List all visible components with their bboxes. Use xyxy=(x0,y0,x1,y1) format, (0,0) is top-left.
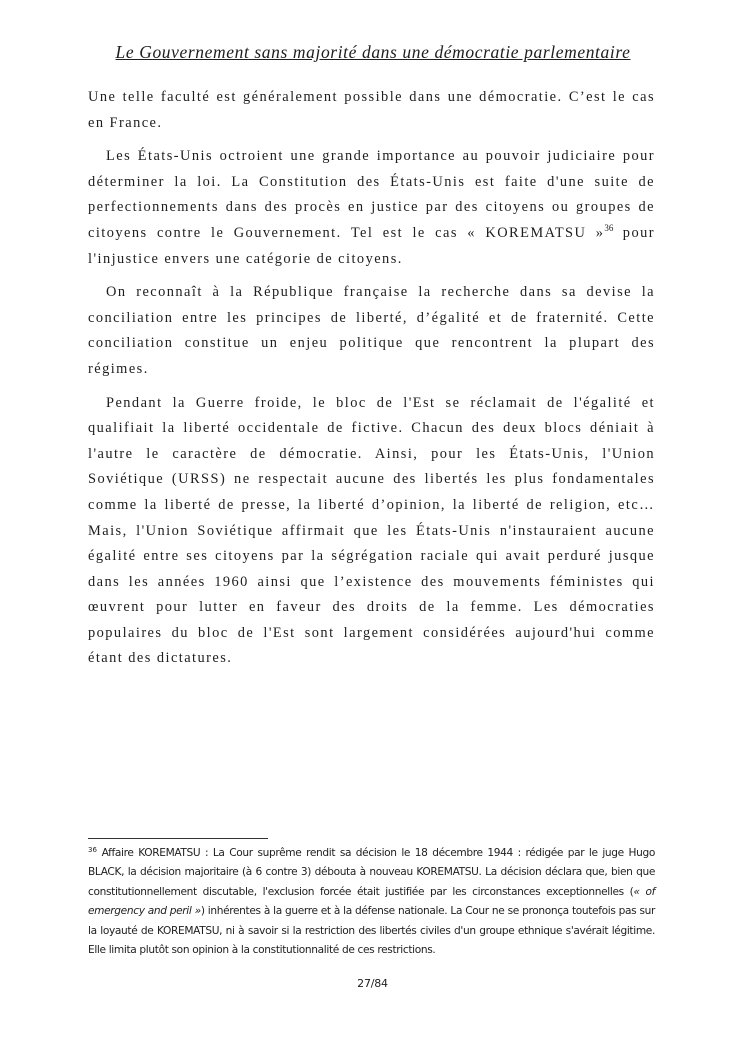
paragraph-3: On reconnaît à la République française la recherche dans sa devise la conciliation entre les principes de liberté, d’égalité et de fraternité. Cette conciliation constitue un enjeu politique que rencontrent la plupart des régimes. xyxy=(88,284,655,377)
footnote-text: Affaire KOREMATSU : La Cour suprême rendit sa décision le 18 décembre 1944 : rédigée par le juge Hugo BLACK, la décision majoritaire (à 6 contre 3) débouta à nouveau KOREMATSU. La décision déclara que, bien que constitutionnellement discutable, l'exclusion forcée était justifiée par les circonstances exceptionnelles ( xyxy=(88,847,655,898)
footnote-number: 36 xyxy=(88,846,97,854)
page-number: 27/84 xyxy=(357,977,388,990)
footnote-reference[interactable]: 36 xyxy=(604,222,614,233)
paragraph-2 xyxy=(88,144,655,272)
footnote-italic-quote: « of emergency and peril » xyxy=(88,885,655,918)
running-header-title: Le Gouvernement sans majorité dans une démocratie parlementaire xyxy=(115,42,631,62)
paragraph-2-text-end: pour l'injustice envers une catégorie de citoyens. xyxy=(88,224,655,267)
body-text xyxy=(88,85,655,680)
paragraph-2-text: Les États-Unis octroient une grande importance au pouvoir judiciaire pour déterminer la loi. La Constitution des États-Unis est faite d'une suite de perfectionnements dans des procès en justice par des citoyens ou groupes de citoyens contre le Gouvernement. Tel est le cas « KOREMATSU » xyxy=(88,148,655,241)
paragraph-1: Une telle faculté est généralement possible dans une démocratie. C’est le cas en France. xyxy=(88,89,655,131)
footnote-separator xyxy=(88,838,268,839)
paragraph-4: Pendant la Guerre froide, le bloc de l'Est se réclamait de l'égalité et qualifiait la liberté occidentale de fictive. Chacun des deux blocs déniait à l'autre le caractère de démocratie. Ainsi, pour les États-Unis, l'Union Soviétique (URSS) ne respectait aucune des libertés les plus fondamentales comme la liberté de presse, la liberté d’opinion, la liberté de religion, etc… Mais, l'Union Soviétique affirmait que les États-Unis n'instauraient aucune égalité entre ses citoyens par la ségrégation raciale qui avait perduré jusque dans les années 1960 ainsi que l’existence des mouvements féministes qui œuvrent pour lutter en faveur des droits de la femme. Les démocraties populaires du bloc de l'Est sont largement considérées aujourd'hui comme étant des dictatures. xyxy=(88,394,655,667)
footnote xyxy=(88,844,655,960)
footnote-text-end: ) inhérentes à la guerre et à la défense nationale. La Cour ne se prononça toutefois pas sur la loyauté de KOREMATSU, ni à savoir si la restriction des libertés civiles d'un groupe ethnique s'avérait légitime. Elle limita plutôt son opinion à la constitutionnalité de ces restrictions. xyxy=(88,905,655,957)
